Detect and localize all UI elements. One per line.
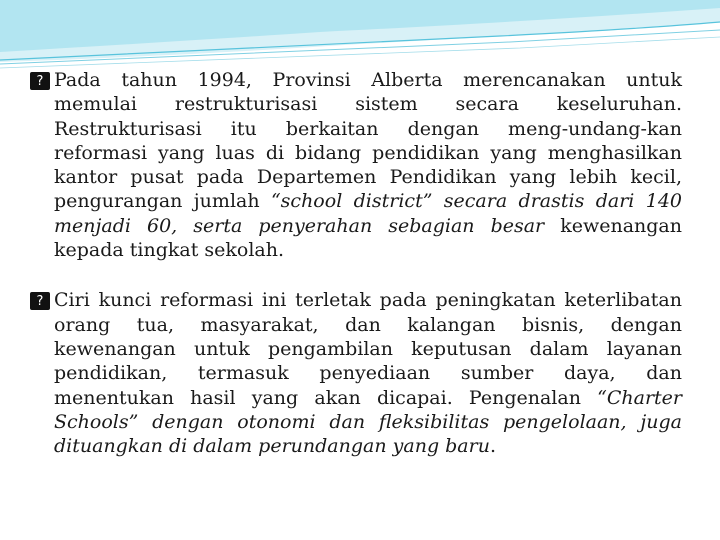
bullet-icon: ? (30, 292, 50, 310)
paragraph-2-text-italic: “Charter Schools” dengan otonomi dan fleksibilitas pengelolaan, juga dituangkan di dalam perundangan yang baru (54, 386, 682, 458)
slide-body (30, 68, 682, 484)
paragraph-1-text-1: Pada tahun 1994, Provinsi Alberta merencanakan untuk memulai restrukturisasi sistem secara keseluruhan. Restrukturisasi itu berkaitan dengan meng-undang-kan reformasi yang luas di bidang pendidikan yang menghasilkan kantor pusat pada Departemen Pendidikan yang lebih kecil, pengurangan jumlah (54, 69, 682, 213)
paragraph-2-text-2: . (489, 435, 496, 458)
paragraph-1-text-2: kewenangan kepada tingkat sekolah. (54, 214, 682, 262)
paragraph-alberta-reform (30, 68, 682, 262)
paragraph-key-features (30, 288, 682, 458)
bullet-icon: ? (30, 72, 50, 90)
paragraph-1-text-italic: “school district” secara drastis dari 140 menjadi 60, serta penyerahan sebagian besar (54, 190, 682, 237)
paragraph-2-text-1: Ciri kunci reformasi ini terletak pada peningkatan keterlibatan orang tua, masyarakat, dan kalangan bisnis, dengan kewenangan untuk pengambilan keputusan dalam layanan pendidikan, termasuk penyediaan sumber daya, dan menentukan hasil yang akan dicapai. Pengenalan (54, 289, 682, 409)
